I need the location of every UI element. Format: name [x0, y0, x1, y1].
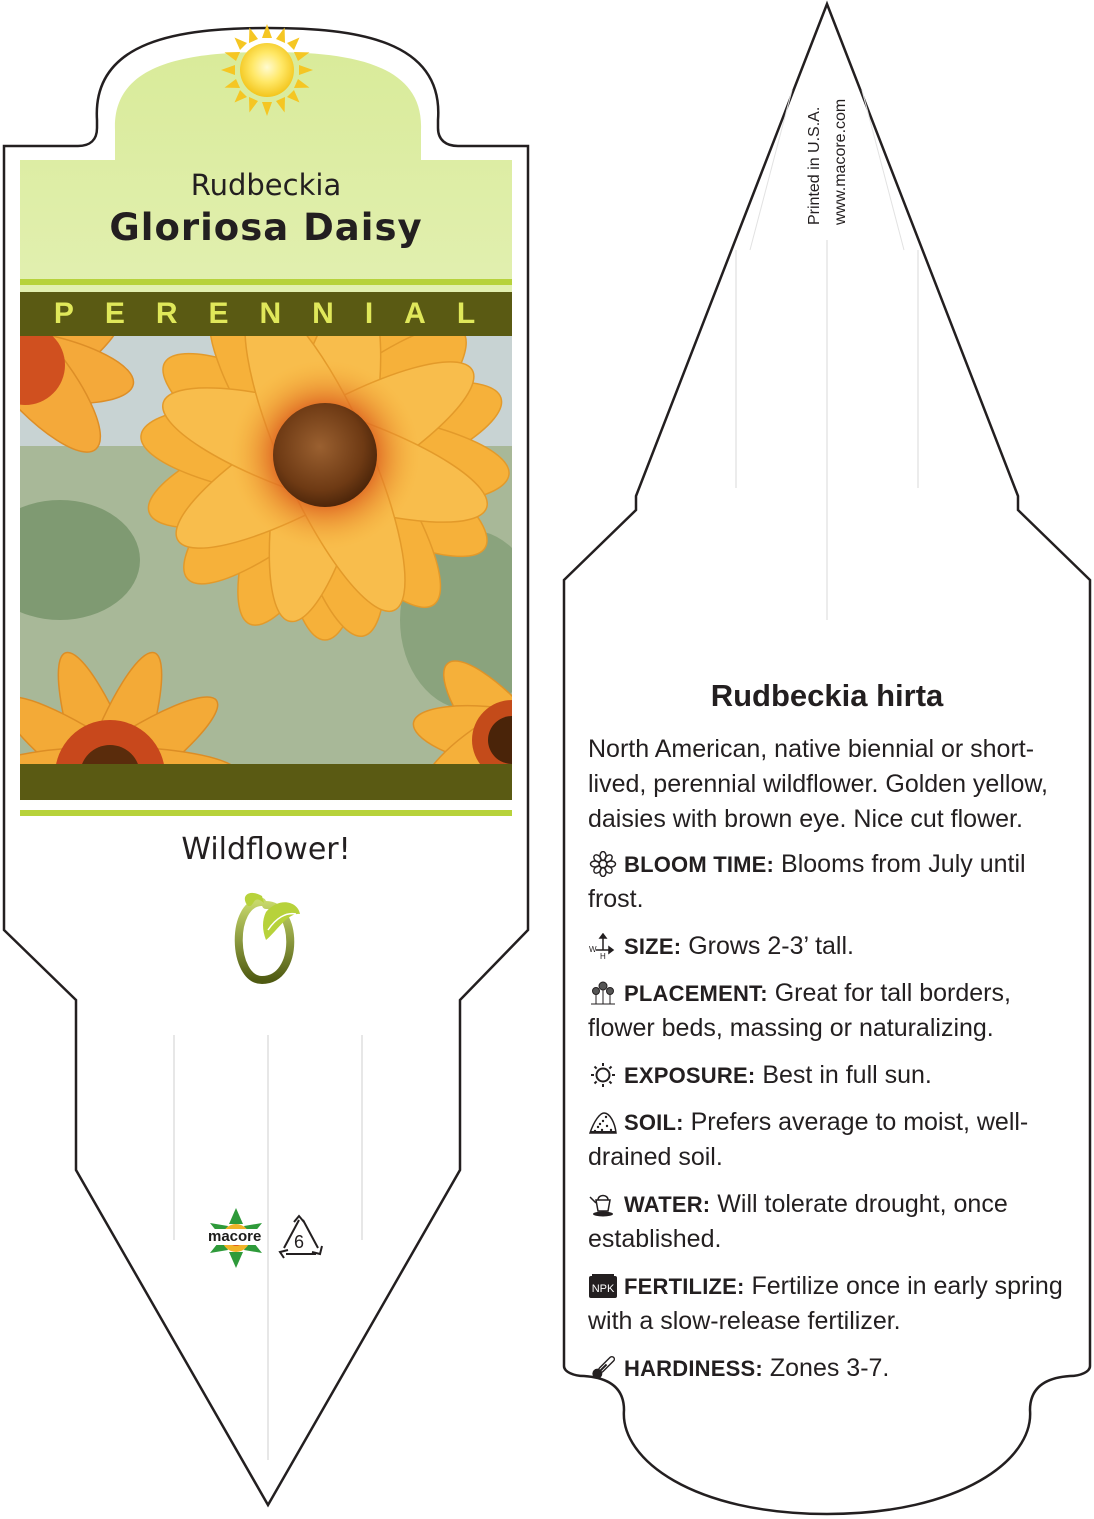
svg-text:NPK: NPK	[591, 1283, 615, 1295]
watering-can-icon	[588, 1191, 618, 1217]
attribute-exposure	[588, 1058, 1068, 1093]
svg-text:H: H	[600, 952, 606, 959]
common-name: Rudbeckia	[190, 168, 342, 202]
printed-in-text: Printed in U.S.A.	[806, 106, 823, 225]
attribute-label: WATER:	[624, 1192, 711, 1217]
attribute-bloom-time	[588, 847, 1068, 917]
brand-name: macore	[208, 1228, 262, 1245]
size-icon	[588, 933, 618, 959]
attribute-value: Blooms from July until frost.	[588, 850, 1026, 913]
care-details	[588, 732, 1068, 1398]
attribute-value: Zones 3-7.	[769, 1354, 890, 1382]
category-label: PERENNIAL	[53, 297, 507, 330]
npk-icon	[588, 1273, 618, 1299]
tagline: Wildflower!	[181, 832, 351, 867]
attribute-value: Will tolerate drought, once established.	[588, 1190, 1008, 1253]
accent-line-bottom	[20, 810, 512, 816]
accent-line-top	[20, 279, 512, 285]
cultivar-name: Gloriosa Daisy	[109, 206, 423, 249]
attribute-fertilize	[588, 1269, 1068, 1339]
attribute-label: EXPOSURE:	[624, 1063, 756, 1088]
soil-icon	[588, 1109, 618, 1135]
description: North American, native biennial or short-lived, perennial wildflower. Golden yellow, daisies with brown eye. Nice cut flower.	[588, 735, 1048, 833]
flower-icon	[588, 851, 618, 877]
attribute-hardiness	[588, 1351, 1068, 1386]
print-info	[806, 60, 866, 230]
attribute-label: FERTILIZE:	[624, 1274, 745, 1299]
attribute-label: PLACEMENT:	[624, 981, 768, 1006]
thermometer-icon	[588, 1355, 618, 1381]
recycle-code: 6	[293, 1232, 304, 1252]
attribute-label: HARDINESS:	[624, 1356, 763, 1381]
attribute-value: Grows 2-3’ tall.	[688, 932, 854, 960]
sun-icon	[221, 24, 313, 116]
attribute-value: Prefers average to moist, well-drained soil.	[588, 1108, 1029, 1171]
botanical-name: Rudbeckia hirta	[710, 678, 944, 713]
attribute-soil	[588, 1105, 1068, 1175]
attribute-placement	[588, 976, 1068, 1046]
attribute-label: SIZE:	[624, 934, 682, 959]
attribute-value: Best in full sun.	[762, 1061, 932, 1089]
attribute-value: Great for tall borders, flower beds, massing or naturalizing.	[588, 979, 1011, 1042]
sun-outline-icon	[588, 1062, 618, 1088]
attribute-label: BLOOM TIME:	[624, 852, 775, 877]
attribute-label: SOIL:	[624, 1110, 684, 1135]
attribute-water	[588, 1187, 1068, 1257]
attribute-value: Fertilize once in early spring with a slow-release fertilizer.	[588, 1272, 1063, 1335]
attribute-size	[588, 929, 1068, 964]
placement-icon	[588, 980, 618, 1006]
website-text: www.macore.com	[832, 98, 849, 225]
bottom-band	[20, 764, 512, 800]
svg-text:W: W	[589, 945, 597, 954]
